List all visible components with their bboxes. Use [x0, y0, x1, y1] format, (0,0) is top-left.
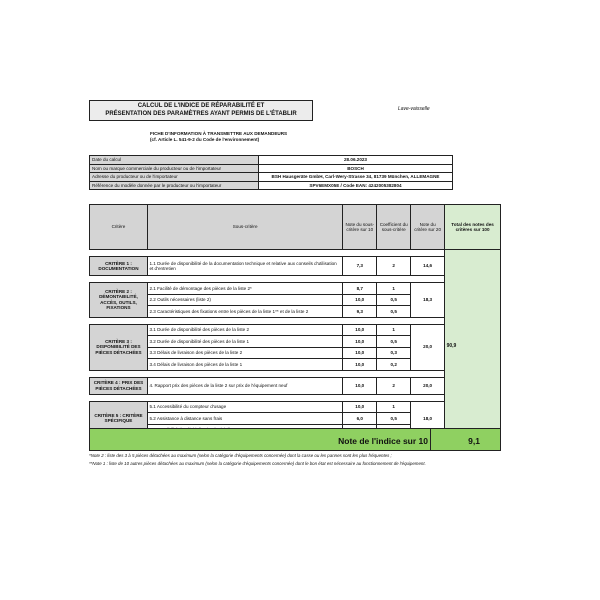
final-score-label: Note de l'indice sur 10 [338, 436, 428, 446]
sub-criterion-label: 5.2 Assistance à distance sans frais [147, 413, 342, 425]
sub-criterion-note: 7,3 [343, 257, 377, 276]
separator-row [90, 370, 501, 377]
sub-criterion-note: 10,0 [343, 324, 377, 336]
info-row-brand [90, 164, 453, 173]
sub-criterion-label: 3.3 Délais de livraison des pièces de la liste 2 [147, 347, 342, 359]
sub-criterion-label: 1.1 Durée de disponibilité de la documentation technique et relative aux conseils d'utilisation et d'entretien [147, 257, 342, 276]
separator-row [90, 394, 501, 401]
sub-criterion-label: 4. Rapport prix des pièces de la liste 2 sur prix de l'équipement neuf [147, 377, 342, 394]
fiche-heading [150, 131, 360, 143]
criterion-score: 20,0 [411, 377, 445, 394]
sub-criterion-label: 3.2 Durée de disponibilité des pièces de la liste 1 [147, 336, 342, 348]
criterion-score: 18,3 [411, 283, 445, 318]
sub-criterion-coef: 0,5 [377, 413, 411, 425]
footnote-1: *Note 2 : liste des 3 à 5 pièces détachées au maximum (selon la catégorie d'équipements concernée) dont la casse ou les pannes sont les plus fréquentes ; [89, 453, 392, 458]
info-label: Adresse du producteur ou de l'importateur [90, 173, 259, 182]
sub-criterion-coef: 0,2 [377, 359, 411, 371]
sub-criterion-note: 6,0 [343, 413, 377, 425]
info-label: Référence du modèle donnée par le producteur ou l'importateur [90, 181, 259, 190]
table-row [90, 401, 501, 413]
sub-criterion-coef: 0,5 [377, 306, 411, 318]
sub-criterion-note: 10,0 [343, 336, 377, 348]
sub-criterion-note: 9,3 [343, 306, 377, 318]
sub-criterion-label: 5.1 Accessibilité du compteur d'usage [147, 401, 342, 413]
table-header-row [90, 205, 501, 250]
separator-row [90, 276, 501, 283]
title-line-2: PRÉSENTATION DES PARAMÈTRES AYANT PERMIS DE L'ÉTABLIR [105, 110, 297, 117]
sub-criterion-label: 2.2 Outils nécessaires (liste 2) [147, 294, 342, 306]
info-value: SPV6EMX05E / Code EAN: 4242005382804 [259, 181, 453, 190]
criterion-name: CRITÈRE 5 : CRITÈRE SPÉCIFIQUE [90, 401, 148, 436]
footnote-2: **Note 1 : liste de 10 autres pièces détachées au maximum (selon la catégorie d'équipements concernée) dont le bon état est nécessaire au fonctionnement de l'équipement. [89, 461, 426, 466]
repairability-table [89, 204, 501, 443]
criterion-name: CRITÈRE 4 : PRIX DES PIÈCES DÉTACHÉES [90, 377, 148, 394]
sub-criterion-label: 3.1 Durée de disponibilité des pièces de la liste 2 [147, 324, 342, 336]
separator-row [90, 317, 501, 324]
sub-criterion-note: 8,7 [343, 283, 377, 295]
appliance-type: Lave-vaisselle [398, 106, 430, 112]
info-value: BSH Hausgeräte GmbH, Carl-Wery-Strasse 34, 81739 München, ALLEMAGNE [259, 173, 453, 182]
fiche-line-1: FICHE D'INFORMATION À TRANSMETTRE AUX DEMANDEURS [150, 131, 288, 136]
sub-criterion-coef: 2 [377, 257, 411, 276]
info-value: 28.06.2023 [259, 156, 453, 165]
sub-criterion-coef: 2 [377, 377, 411, 394]
header-coefficient: Coefficient du sous-critère [377, 205, 411, 250]
info-table [89, 155, 453, 190]
criterion-score: 14,6 [411, 257, 445, 276]
info-row-reference [90, 181, 453, 190]
criterion-name: CRITÈRE 1 : DOCUMENTATION [90, 257, 148, 276]
sub-criterion-note: 10,0 [343, 294, 377, 306]
header-note-critere: Note du critère sur 20 [411, 205, 445, 250]
info-label: Date du calcul [90, 156, 259, 165]
table-row [90, 283, 501, 295]
table-row [90, 324, 501, 336]
info-row-date [90, 156, 453, 165]
criterion-name: CRITÈRE 3 : DISPONIBILITÉ DES PIÈCES DÉTACHÉES [90, 324, 148, 370]
header-total: Total des notes des critères sur 100 [445, 205, 501, 250]
fiche-line-2: (cf. Article L. 541-9-2 du Code de l'environnement) [150, 137, 260, 143]
info-label: Nom ou marque commerciale du producteur ou de l'importateur [90, 164, 259, 173]
sub-criterion-note: 10,0 [343, 377, 377, 394]
sub-criterion-coef: 0,5 [377, 336, 411, 348]
table-row [90, 257, 501, 276]
total-value: 90,9 [446, 342, 457, 349]
sub-criterion-coef: 1 [377, 324, 411, 336]
sub-criterion-label: 3.4 Délais de livraison des pièces de la liste 1 [147, 359, 342, 371]
document-title [89, 100, 313, 121]
sub-criterion-coef: 1 [377, 401, 411, 413]
info-row-address [90, 173, 453, 182]
title-line-1: CALCUL DE L'INDICE DE RÉPARABILITÉ ET [137, 103, 265, 110]
sub-criterion-label: 2.1 Facilité de démontage des pièces de la liste 2* [147, 283, 342, 295]
sub-criterion-note: 10,0 [343, 359, 377, 371]
sub-criterion-note: 10,0 [343, 347, 377, 359]
final-score-row [89, 428, 501, 451]
sub-criterion-coef: 0,3 [377, 347, 411, 359]
sub-criterion-label: 2.3 Caractéristiques des fixations entre les pièces de la liste 1** et de la liste 2 [147, 306, 342, 318]
criterion-score: 20,0 [411, 324, 445, 370]
header-sous-critere: Sous-critère [147, 205, 342, 250]
separator-row [90, 250, 501, 257]
info-value: BOSCH [259, 164, 453, 173]
header-critere: Critère [90, 205, 148, 250]
sub-criterion-note: 10,0 [343, 401, 377, 413]
final-score-value: 9,1 [468, 436, 480, 446]
sub-criterion-coef: 0,5 [377, 294, 411, 306]
criterion-name: CRITÈRE 2 : DÉMONTABILITÉ, ACCÈS, OUTILS, FIXATIONS [90, 283, 148, 318]
sub-criterion-coef: 1 [377, 283, 411, 295]
score-divider [430, 429, 431, 450]
header-note-sous-critere: Note du sous-critère sur 10 [343, 205, 377, 250]
table-row [90, 377, 501, 394]
total-cell [445, 250, 501, 443]
criterion-score: 18,0 [411, 401, 445, 436]
